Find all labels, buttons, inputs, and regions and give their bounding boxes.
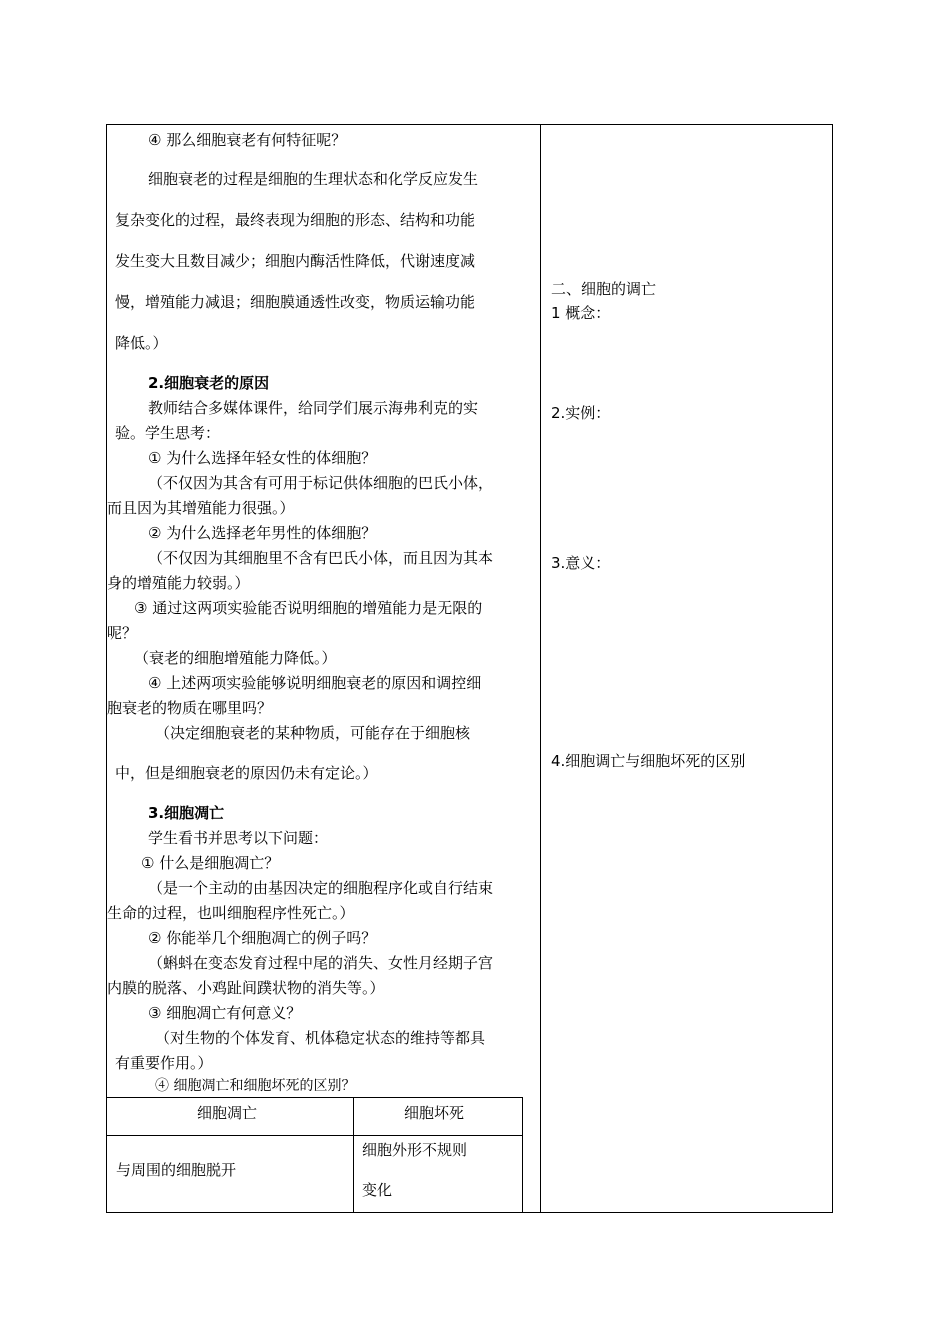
question-line: ② 你能举几个细胞凋亡的例子吗？	[148, 929, 377, 947]
column-divider	[540, 124, 541, 1213]
section-heading-apoptosis: 3.细胞凋亡	[148, 804, 225, 822]
answer-line: 降低。）	[115, 334, 168, 352]
answer-line: 发生变大且数目减少；细胞内酶活性降低，代谢速度减	[115, 252, 476, 270]
answer-line: （不仅因为其含有可用于标记供体细胞的巴氏小体，	[148, 474, 494, 492]
comparison-table-row-line	[106, 1135, 523, 1136]
table-header-necrosis: 细胞坏死	[404, 1104, 465, 1122]
table-cell-necrosis: 变化	[362, 1181, 393, 1199]
right-heading: 二、细胞的调亡	[551, 280, 657, 298]
question-line: 胞衰老的物质在哪里吗？	[107, 699, 273, 717]
answer-line: 慢，增殖能力减退；细胞膜通透性改变，物质运输功能	[115, 293, 476, 311]
answer-line: （蝌蚪在变态发育过程中尾的消失、女性月经期子宫	[148, 954, 494, 972]
table-header-apoptosis: 细胞凋亡	[197, 1104, 258, 1122]
right-concept: 1 概念：	[551, 304, 611, 322]
answer-line: （决定细胞衰老的某种物质，可能存在于细胞核	[155, 724, 471, 742]
lesson-table	[106, 124, 833, 1213]
question-line: ③ 细胞凋亡有何意义？	[148, 1004, 302, 1022]
answer-line: 细胞衰老的过程是细胞的生理状态和化学反应发生	[148, 170, 479, 188]
question-line: ② 为什么选择老年男性的体细胞？	[148, 524, 377, 542]
answer-line: （是一个主动的由基因决定的细胞程序化或自行结束	[148, 879, 494, 897]
paragraph-line: 教师结合多媒体课件，给同学们展示海弗利克的实	[148, 399, 479, 417]
answer-line: 复杂变化的过程，最终表现为细胞的形态、结构和功能	[115, 211, 476, 229]
comparison-table-column-line	[353, 1097, 354, 1213]
answer-line: （衰老的细胞增殖能力降低。）	[134, 649, 337, 667]
question-line: 呢？	[107, 624, 138, 642]
answer-line: 生命的过程，也叫细胞程序性死亡。）	[107, 904, 355, 922]
paragraph-line: 验。学生思考：	[115, 424, 221, 442]
right-difference: 4.细胞调亡与细胞坏死的区别	[551, 752, 746, 770]
question-line: ④ 细胞凋亡和细胞坏死的区别？	[155, 1078, 356, 1094]
answer-line: （对生物的个体发育、机体稳定状态的维持等都具	[155, 1029, 486, 1047]
question-line: ④ 上述两项实验能够说明细胞衰老的原因和调控细	[148, 674, 482, 692]
right-significance: 3.意义：	[551, 554, 611, 572]
paragraph-line: 学生看书并思考以下问题：	[148, 829, 329, 847]
table-cell-apoptosis: 与周围的细胞脱开	[116, 1161, 237, 1179]
answer-line: 有重要作用。）	[115, 1054, 213, 1072]
right-example: 2.实例：	[551, 404, 611, 422]
answer-line: （不仅因为其细胞里不含有巴氏小体，而且因为其本	[148, 549, 494, 567]
table-cell-necrosis: 细胞外形不规则	[362, 1141, 468, 1159]
answer-line: 中，但是细胞衰老的原因仍未有定论。）	[115, 764, 378, 782]
question-line: ③ 通过这两项实验能否说明细胞的增殖能力是无限的	[134, 599, 483, 617]
question-line: ① 什么是细胞凋亡？	[141, 854, 280, 872]
question-4-features: ④ 那么细胞衰老有何特征呢？	[148, 131, 347, 149]
answer-line: 身的增殖能力较弱。）	[107, 574, 250, 592]
section-heading-causes: 2.细胞衰老的原因	[148, 374, 270, 392]
question-line: ① 为什么选择年轻女性的体细胞？	[148, 449, 377, 467]
answer-line: 而且因为其增殖能力很强。）	[107, 499, 295, 517]
answer-line: 内膜的脱落、小鸡趾间蹼状物的消失等。）	[107, 979, 385, 997]
